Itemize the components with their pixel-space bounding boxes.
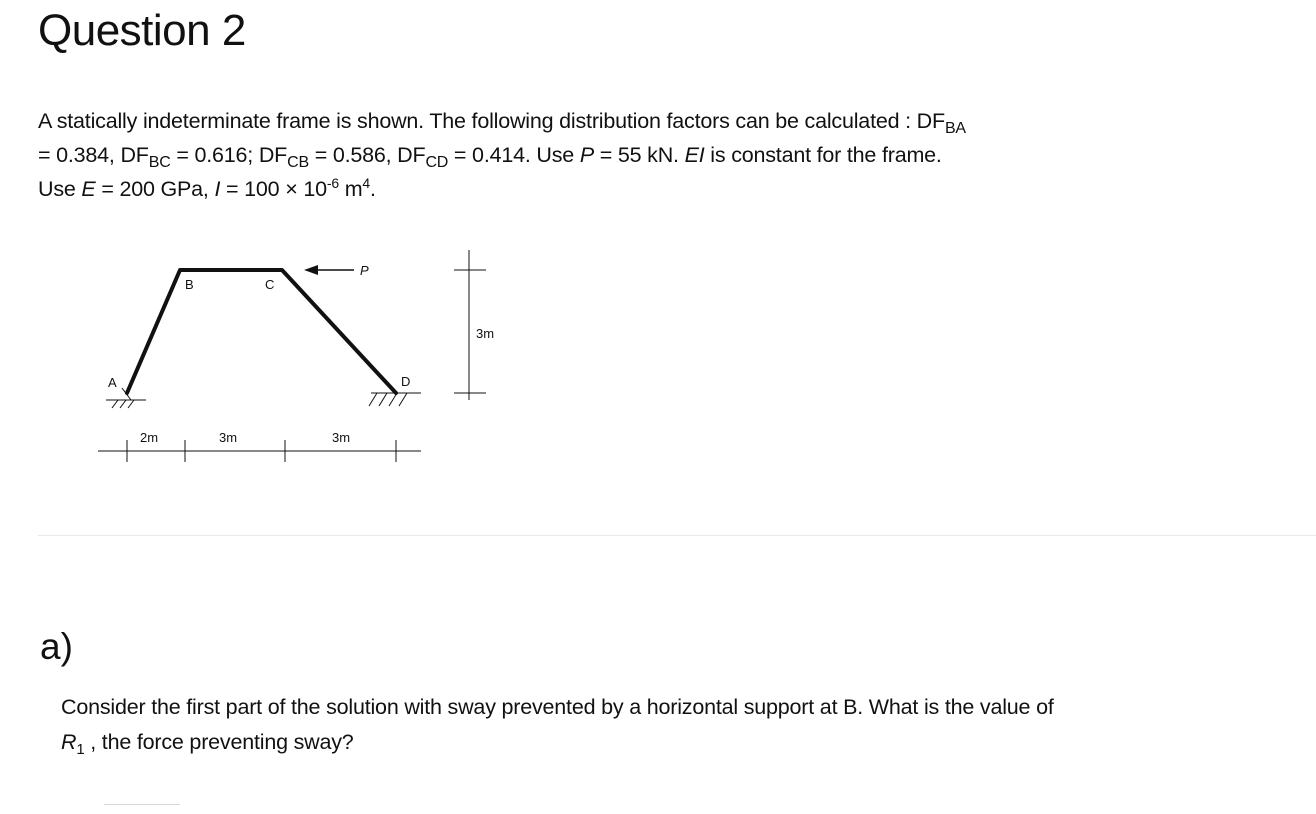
df-cd-subscript: CD [425, 154, 449, 171]
df-bc-value: = 0.616; DF [170, 143, 288, 167]
e-symbol: E [81, 177, 96, 201]
span-1-label: 2m [140, 430, 159, 445]
part-a-label: a) [40, 626, 73, 667]
load-label: P [360, 263, 369, 278]
i-symbol: I [214, 177, 221, 201]
support-d-icon [369, 393, 421, 406]
df-ba-subscript: BA [944, 120, 966, 137]
node-label-b: B [185, 277, 194, 292]
df-cb-value: = 0.586, DF [308, 143, 426, 167]
df-cb-subscript: CB [287, 154, 309, 171]
part-a-text-2: , the force preventing sway? [84, 730, 354, 754]
i-value: = 100 × 10 [220, 177, 327, 201]
end-punctuation: . [370, 177, 376, 201]
part-a-text-1: Consider the first part of the solution with sway prevented by a horizontal support at B. What is the value of [61, 695, 1054, 719]
e-value: = 200 GPa, [95, 177, 215, 201]
ei-symbol: EI [684, 143, 705, 167]
unit-text: m [338, 177, 363, 201]
i-exponent: -6 [326, 175, 339, 191]
df-cd-value: = 0.414. Use [448, 143, 580, 167]
node-label-a: A [108, 375, 117, 390]
node-label-c: C [265, 277, 275, 292]
section-divider [38, 535, 1316, 536]
load-arrow-icon [304, 265, 354, 275]
r1-subscript: 1 [76, 741, 85, 758]
r1-symbol: R [61, 730, 77, 754]
df-ba-value: = 0.384, DF [38, 143, 149, 167]
ei-text: is constant for the frame. [704, 143, 942, 167]
part-a-question [61, 690, 1061, 760]
load-symbol: P [579, 143, 594, 167]
node-label-d: D [401, 374, 411, 389]
df-bc-subscript: BC [148, 154, 171, 171]
frame-members [127, 270, 396, 393]
unit-exponent: 4 [362, 175, 370, 191]
load-value: = 55 kN. [593, 143, 685, 167]
use-e-prefix: Use [38, 177, 82, 201]
question-title: Question 2 [38, 6, 246, 55]
span-2-label: 3m [219, 430, 238, 445]
span-3-label: 3m [332, 430, 351, 445]
height-dimension [454, 250, 486, 400]
height-dimension-label: 3m [476, 326, 495, 341]
problem-intro: A statically indeterminate frame is shown. The following distribution factors can be calculated : DF [38, 109, 945, 133]
answer-input[interactable] [104, 790, 180, 805]
